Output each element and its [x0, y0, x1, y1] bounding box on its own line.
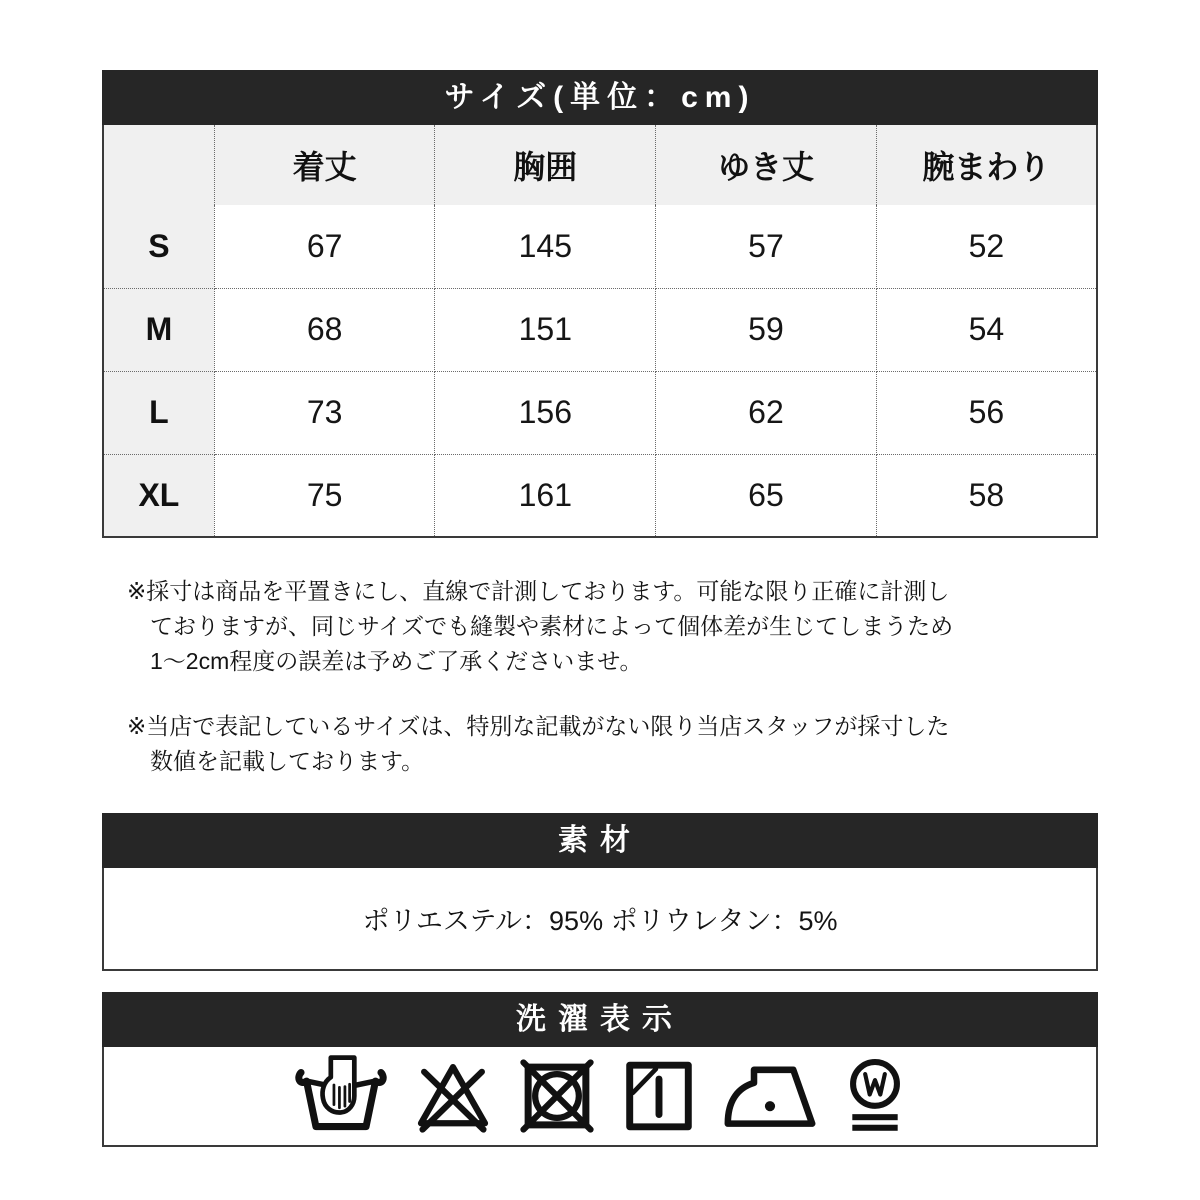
size-cell: 56 [876, 371, 1097, 454]
size-cell: 75 [214, 454, 435, 537]
size-cell: 54 [876, 288, 1097, 371]
size-cell: 151 [435, 288, 656, 371]
column-header-length: 着丈 [214, 125, 435, 205]
size-cell: 58 [876, 454, 1097, 537]
size-chart-section [102, 70, 1098, 538]
do-not-tumble-dry-icon [518, 1057, 596, 1135]
do-not-bleach-icon [414, 1057, 492, 1135]
corner-cell [103, 125, 214, 205]
note-measurement [127, 574, 1027, 679]
wash-care-section [102, 992, 1098, 1147]
size-cell: 161 [435, 454, 656, 537]
column-header-arm: 腕まわり [876, 125, 1097, 205]
size-cell: 65 [656, 454, 877, 537]
measurement-notes [127, 574, 1027, 809]
table-row-xl [103, 454, 1097, 537]
size-cell: 52 [876, 205, 1097, 288]
note-line: ※採寸は商品を平置きにし、直線で計測しております。可能な限り正確に計測し [127, 578, 950, 604]
note-line: 1〜2cm程度の誤差は予めご了承くださいませ。 [150, 648, 643, 674]
hand-wash-icon [294, 1055, 388, 1137]
wash-care-icons-row [102, 1047, 1098, 1147]
material-body [102, 868, 1098, 971]
size-cell: 73 [214, 371, 435, 454]
table-row-m [103, 288, 1097, 371]
size-label: L [103, 371, 214, 454]
note-staff-measured [127, 709, 1027, 779]
size-label: M [103, 288, 214, 371]
size-label: S [103, 205, 214, 288]
size-cell: 145 [435, 205, 656, 288]
size-cell: 68 [214, 288, 435, 371]
material-title: 素材 [102, 813, 1098, 868]
column-header-sleeve: ゆき丈 [656, 125, 877, 205]
column-header-chest: 胸囲 [435, 125, 656, 205]
size-table-header-row [103, 125, 1097, 205]
line-dry-in-shade-icon [622, 1057, 696, 1135]
size-cell: 156 [435, 371, 656, 454]
size-label: XL [103, 454, 214, 537]
size-table [102, 125, 1098, 538]
iron-low-heat-icon [722, 1061, 818, 1131]
material-section [102, 813, 1098, 971]
note-line: ※当店で表記しているサイズは、特別な記載がない限り当店スタッフが採寸した [127, 713, 950, 739]
table-row-l [103, 371, 1097, 454]
material-composition: ポリエステル：95% ポリウレタン：5% [362, 906, 838, 936]
note-line: 数値を記載しております。 [150, 748, 425, 774]
table-row-s [103, 205, 1097, 288]
size-cell: 59 [656, 288, 877, 371]
professional-wet-cleaning-icon [844, 1058, 906, 1134]
size-cell: 57 [656, 205, 877, 288]
size-cell: 67 [214, 205, 435, 288]
size-chart-title: サイズ(単位：cm) [102, 70, 1098, 125]
size-cell: 62 [656, 371, 877, 454]
note-line: ておりますが、同じサイズでも縫製や素材によって個体差が生じてしまうため [150, 613, 954, 639]
wash-care-title: 洗濯表示 [102, 992, 1098, 1047]
